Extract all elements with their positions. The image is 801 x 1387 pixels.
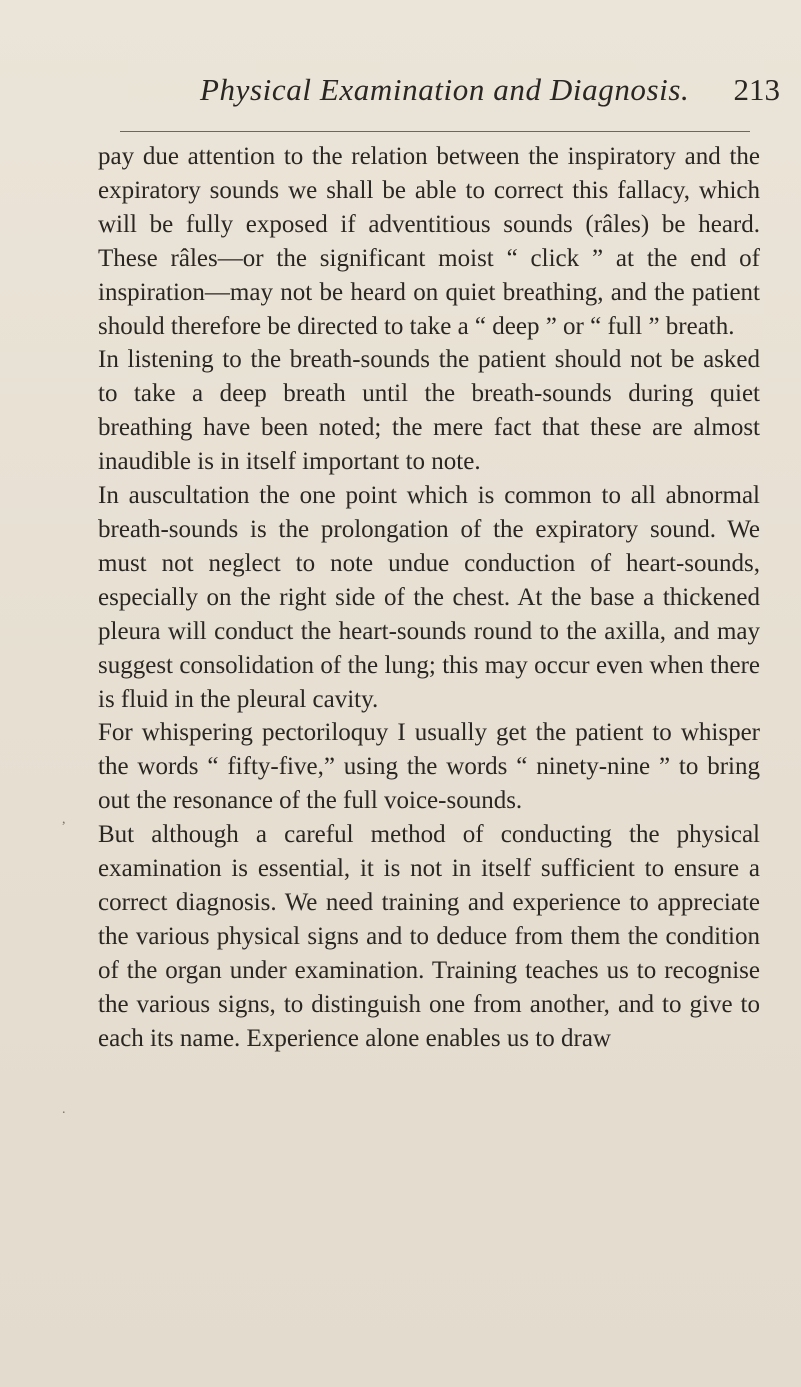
paragraph-2: In listening to the breath-sounds the patient should not be asked to take a deep breath until the breath-sounds during quiet breathing have been noted; the mere fact that these are almost inaudible is in itself important to note. [98,346,760,476]
paragraph-4: For whispering pectoriloquy I usually get the patient to whisper the words “ fifty-five,” using the words “ ninety-nine ” to bring out the resonance of the full voice-sounds. [98,719,760,815]
paper-speck: , [62,812,66,827]
paper-speck: . [62,1102,66,1117]
paragraph-1: pay due attention to the relation between the inspiratory and the expiratory sounds we shall be able to correct this fallacy, which will be fully exposed if adventitious sounds (râles) be heard. These râles—or the significant moist “ click ” at the end of inspiration—may not be heard on quiet breathing, and the patient should therefore be directed to take a “ deep ” or “ full ” breath. [98,143,760,340]
paragraph-3: In auscultation the one point which is common to all abnormal breath-sounds is the prolongation of the expiratory sound. We must not neglect to note undue conduction of heart-sounds, especially on the right side of the chest. At the base a thickened pleura will conduct the heart-sounds round to the axilla, and may suggest consolidation of the lung; this may occur even when there is fluid in the pleural cavity. [98,482,760,713]
body-text [98,140,760,1055]
running-title: Physical Examination and Diagnosis. [200,72,690,107]
header-rule [120,131,750,132]
page-number: 213 [733,72,780,107]
paragraph-5: But although a careful method of conducting the physical examination is essential, it is not in itself sufficient to ensure a correct diagnosis. We need training and experience to appreciate the various physical signs and to deduce from them the condition of the organ under examination. Training teaches us to recognise the various signs, to distinguish one from another, and to give to each its name. Experience alone enables us to draw [98,821,760,1052]
running-head [200,72,780,112]
